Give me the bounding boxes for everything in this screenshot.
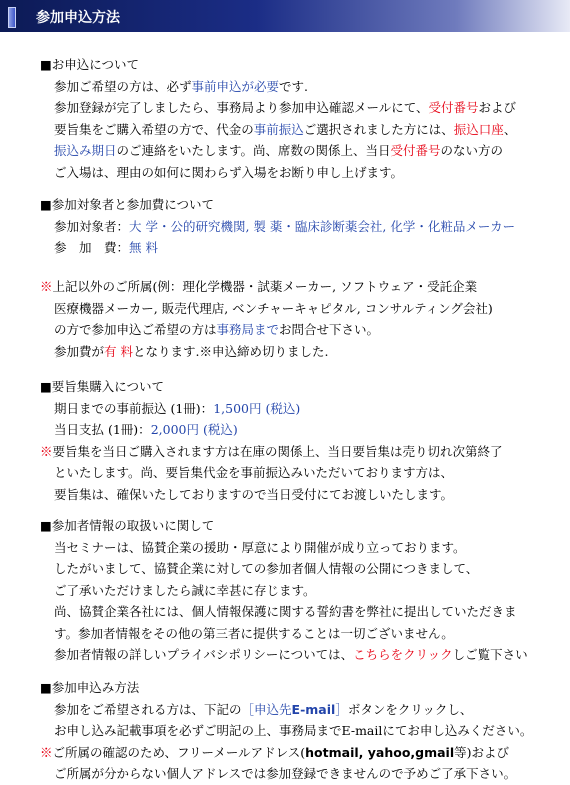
section-other-affiliation — [40, 276, 570, 362]
section-heading: ■参加対象者と参加費について — [40, 197, 215, 212]
text-line: お申し込み記載事項を必ずご明記の上、事務局までE-mailにてお申し込みください。 — [54, 723, 533, 738]
text-line: ご所属が分からない個人アドレスでは参加登録できませんので予めご了承下さい。 — [54, 766, 517, 781]
text-line: 当日支払 (1冊)：2,000円 (税込) — [54, 422, 238, 437]
note-mark: ※ — [40, 744, 53, 760]
text-line: 要旨集をご購入希望の方で、代金の事前振込ご選択されました方には、振込口座、 — [54, 121, 517, 137]
page-title: 参加申込方法 — [36, 10, 120, 26]
text-line: 参加ご希望の方は、必ず事前申込が必要です. — [54, 78, 309, 94]
text-line: ご入場は、理由の如何に関わらず入場をお断り申し上げます。 — [54, 164, 404, 180]
note-mark: ※ — [40, 279, 53, 294]
text-line: 参加対象者：大 学・公的研究機関, 製 薬・臨床診断薬会社, 化学・化粧品メーカー — [54, 218, 516, 234]
text-line: ※上記以外のご所属(例：理化学機器・試薬メーカー, ソフトウェア・受託企業 — [40, 279, 478, 294]
text-line: 期日までの事前振込 (1冊)：1,500円 (税込) — [54, 400, 301, 416]
text-line: といたします。尚、要旨集代金を事前振込みいただいております方は、 — [54, 465, 454, 480]
text-line: 当セミナーは、協賛企業の援助・厚意により開催が成り立っております。 — [54, 539, 466, 555]
section-heading: ■お申込について — [40, 57, 140, 72]
text-line: す。参加者情報をその他の第三者に提供することは一切ございません。 — [54, 625, 454, 641]
text-line: したがいまして、協賛企業に対しての参加者個人情報の公開につきまして、 — [54, 561, 479, 576]
privacy-policy-link[interactable]: こちらをクリック — [353, 647, 453, 662]
email-apply-button[interactable]: ［申込先E-mail］ — [241, 701, 348, 717]
section-application — [40, 54, 570, 183]
section-how-to-apply — [40, 677, 570, 785]
text-line: ご了承いただけましたら誠に幸甚に存じます。 — [54, 582, 316, 598]
section-abstract-purchase — [40, 376, 570, 505]
text-line: 医療機器メーカー, 販売代理店, ベンチャーキャピタル, コンサルティング会社) — [54, 300, 493, 316]
text-line: 振込み期日のご連絡をいたします。尚、席数の関係上、当日受付番号のない方の — [54, 143, 504, 158]
header-marker-icon — [8, 7, 16, 28]
section-eligibility — [40, 194, 570, 259]
section-heading: ■参加申込み方法 — [40, 680, 140, 695]
text-line: 参加者情報の詳しいプライバシポリシーについては、こちらをクリックしご覧下さい — [54, 647, 528, 662]
text-line: ※ご所属の確認のため、フリーメールアドレス(hotmail, yahoo,gmail等)および — [40, 744, 510, 760]
text-line: ※要旨集を当日ご購入されます方は在庫の関係上、当日要旨集は売り切れ次第終了 — [40, 443, 503, 459]
page-header — [0, 0, 570, 32]
text-line: 尚、協賛企業各社には、個人情報保護に関する誓約書を弊社に提出していただきま — [54, 604, 517, 619]
text-line: 要旨集は、確保いたしておりますので当日受付にてお渡しいたします。 — [54, 486, 454, 502]
text-line: 参 加 費：無 料 — [54, 240, 158, 255]
text-line: の方で参加申込ご希望の方は事務局までお問合せ下さい。 — [54, 322, 380, 337]
text-line: 参加をご希望される方は、下記の［申込先E-mail］ボタンをクリックし、 — [54, 701, 473, 717]
note-mark: ※ — [40, 443, 53, 459]
section-heading: ■参加者情報の取扱いに関して — [40, 518, 215, 533]
text-line: 参加登録が完了しましたら、事務局より参加申込確認メールにて、受付番号および — [54, 100, 517, 115]
section-heading: ■要旨集購入について — [40, 379, 165, 394]
text-line: 参加費が有 料となります.※申込締め切りました. — [54, 343, 329, 359]
section-privacy — [40, 515, 570, 666]
